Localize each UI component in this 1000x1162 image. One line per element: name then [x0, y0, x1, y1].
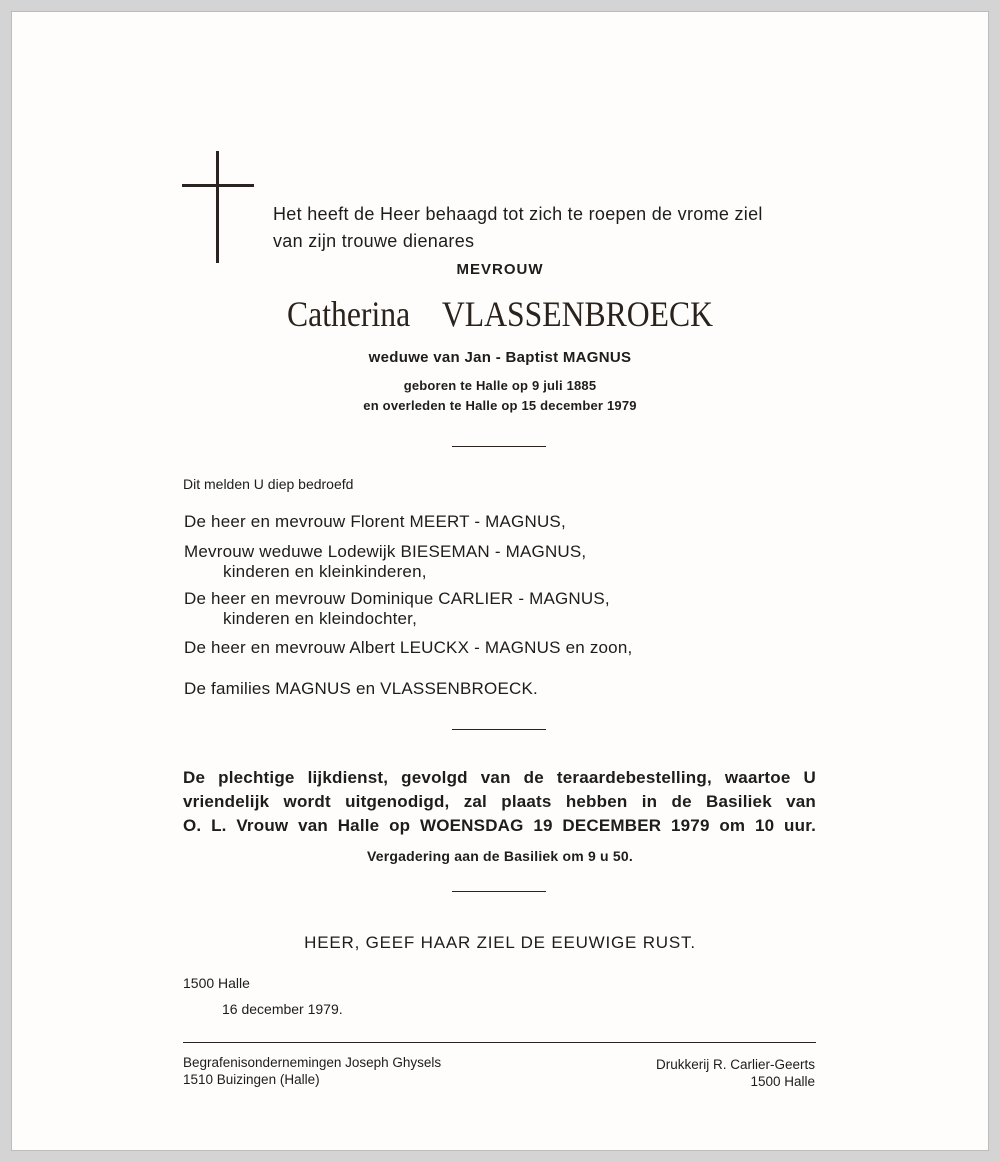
service-text-3: O. L. Vrouw van Halle op WOENSDAG 19 DECEMBER 1979 om 10 uur.	[183, 816, 816, 835]
mourning-card	[12, 12, 988, 1150]
cross-icon	[216, 151, 219, 263]
cross-icon-bar	[182, 184, 254, 187]
deceased-title: MEVROUW	[456, 261, 544, 278]
deceased-first-name: Catherina	[287, 294, 411, 334]
deceased-last-name: VLASSENBROECK	[441, 294, 713, 334]
family-line: kinderen en kleinkinderen,	[223, 562, 427, 581]
service-text-2: vriendelijk wordt uitgenodigd, zal plaats hebben in de Basiliek van	[183, 792, 816, 811]
funeral-director-line-2: 1510 Buizingen (Halle)	[183, 1072, 320, 1087]
meeting-line: Vergadering aan de Basiliek om 9 u 50.	[367, 848, 633, 864]
printer-line-1: Drukkerij R. Carlier-Geerts	[655, 1057, 815, 1072]
announcers-heading: Dit melden U diep bedroefd	[183, 476, 354, 492]
family-line: De heer en mevrouw Dominique CARLIER - MAGNUS,	[184, 589, 610, 608]
family-line: Mevrouw weduwe Lodewijk BIESEMAN - MAGNUS,	[184, 542, 587, 561]
separator-3	[452, 891, 546, 892]
family-line: kinderen en kleindochter,	[223, 609, 418, 628]
footer-rule	[183, 1042, 816, 1043]
service-line-2	[183, 793, 816, 810]
printer-line-2: 1500 Halle	[750, 1074, 815, 1089]
deceased-name	[60, 296, 940, 332]
family-line: De heer en mevrouw Florent MEERT - MAGNUS,	[184, 512, 566, 531]
widow-of: weduwe van Jan - Baptist MAGNUS	[368, 349, 632, 366]
service-line-1	[183, 769, 816, 786]
separator-2	[452, 729, 546, 730]
service-line-3	[183, 817, 816, 834]
family-line: De families MAGNUS en VLASSENBROECK.	[184, 679, 538, 698]
service-text-1: De plechtige lijkdienst, gevolgd van de teraardebestelling, waartoe U	[183, 768, 816, 787]
intro-line-2: van zijn trouwe dienares	[273, 231, 475, 251]
funeral-director-line-1: Begrafenisondernemingen Joseph Ghysels	[183, 1055, 442, 1070]
prayer-line: HEER, GEEF HAAR ZIEL DE EEUWIGE RUST.	[304, 933, 696, 952]
date-line: 16 december 1979.	[222, 1001, 343, 1017]
place-line: 1500 Halle	[183, 975, 250, 991]
death-line: en overleden te Halle op 15 december 1979	[363, 398, 637, 413]
birth-line: geboren te Halle op 9 juli 1885	[403, 378, 597, 393]
separator-1	[452, 446, 546, 447]
family-line: De heer en mevrouw Albert LEUCKX - MAGNUS en zoon,	[184, 638, 633, 657]
intro-line-1: Het heeft de Heer behaagd tot zich te roepen de vrome ziel	[273, 204, 763, 224]
